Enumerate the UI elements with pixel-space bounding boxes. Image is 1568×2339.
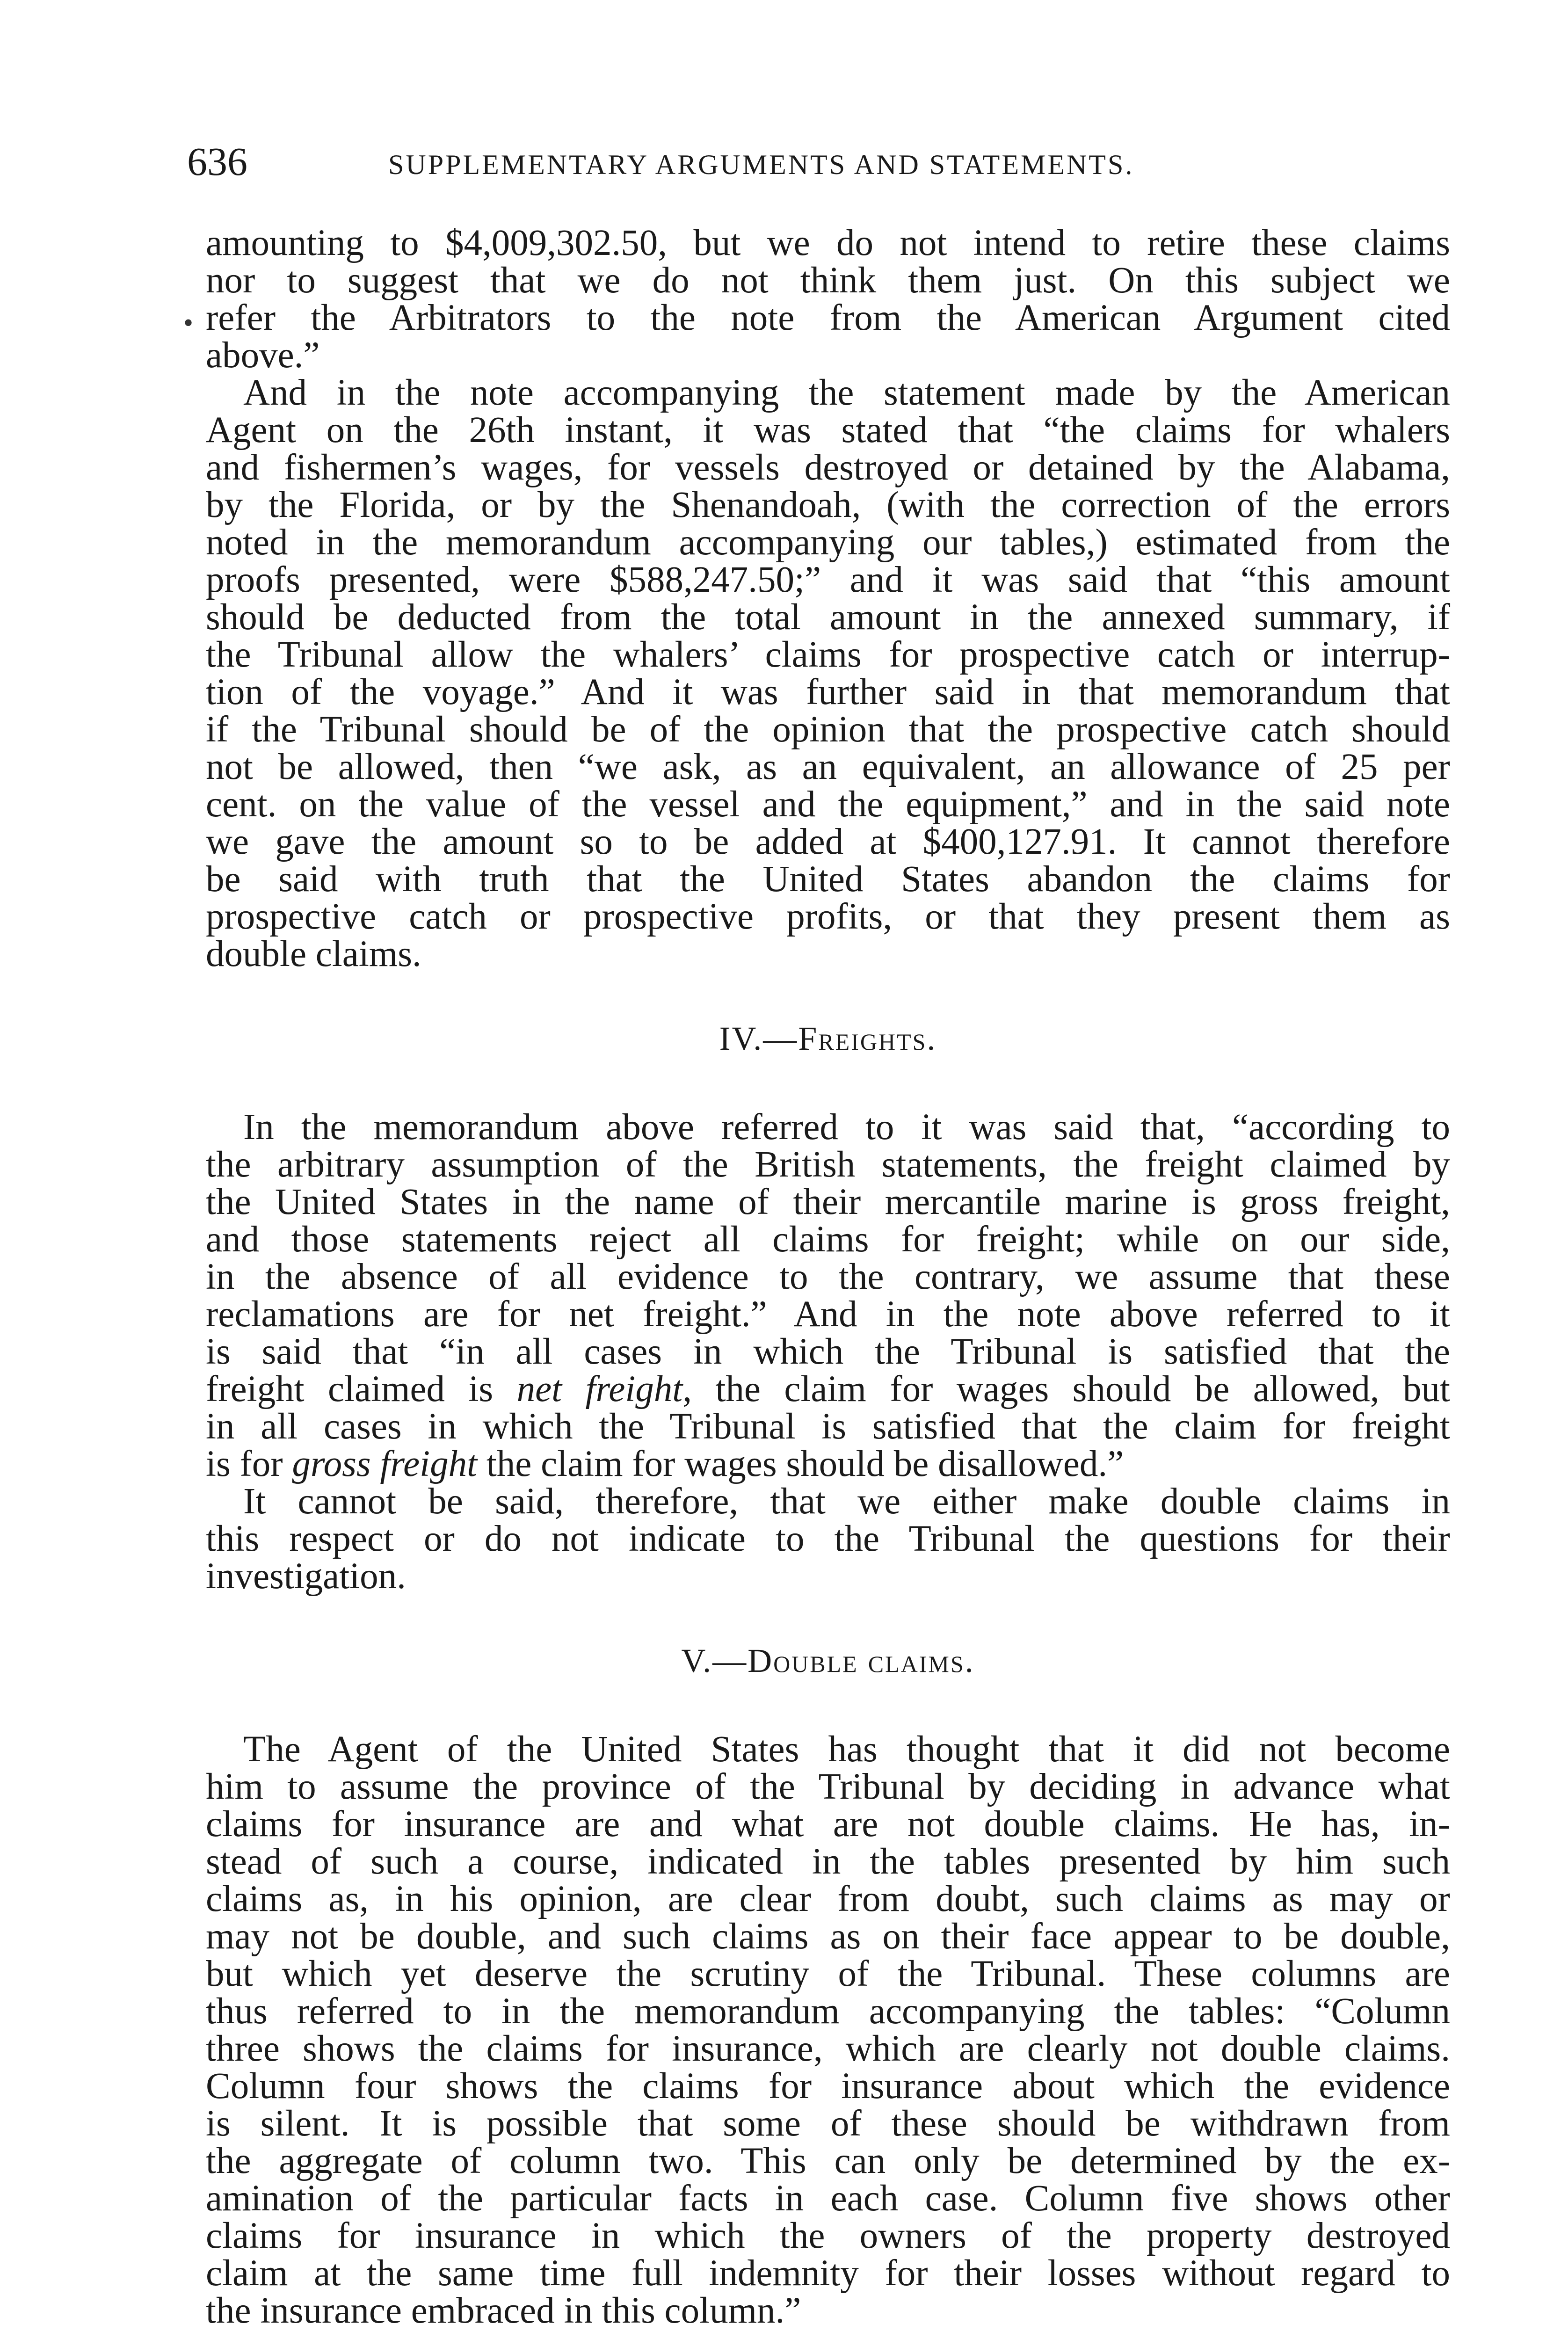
section-heading-freights — [206, 1020, 1450, 1057]
page-number: 636 — [187, 139, 247, 184]
paragraph — [206, 1109, 1450, 1483]
text-line: It cannot be said, therefore, that we either make double claims in — [243, 1481, 1450, 1522]
text-line: the Tribunal allow the whalers’ claims for prospective catch or interrup- — [206, 634, 1450, 675]
text-line: thus referred to in the memorandum accompanying the tables: “Column — [206, 1991, 1450, 2032]
text-line: by the Florida, or by the Shenandoah, (with the correction of the errors — [206, 485, 1450, 525]
text-line: the aggregate of column two. This can only be determined by the ex- — [206, 2141, 1450, 2181]
text-line: not be allowed, then “we ask, as an equivalent, an allowance of 25 per — [206, 747, 1450, 787]
text-line: Agent on the 26th instant, it was stated that “the claims for whalers — [206, 410, 1450, 450]
text-line: the arbitrary assumption of the British statements, the freight claimed by — [206, 1144, 1450, 1185]
text-line: The Agent of the United States has thought that it did not become — [243, 1729, 1450, 1770]
text-line: is silent. It is possible that some of these should be withdrawn from — [206, 2103, 1450, 2144]
text-line: claims as, in his opinion, are clear from doubt, such claims as may or — [206, 1879, 1450, 1919]
text-line: claim at the same time full indemnity for their losses without regard to — [206, 2253, 1450, 2294]
text-line: the insurance embraced in this column.” — [206, 2290, 801, 2331]
text-line: And in the note accompanying the statement made by the American — [243, 372, 1450, 413]
text-line: tion of the voyage.” And it was further said in that memorandum that — [206, 672, 1450, 712]
text-line: amination of the particular facts in each case. Column five shows other — [206, 2178, 1450, 2219]
text-line: stead of such a course, indicated in the tables presented by him such — [206, 1841, 1450, 1882]
text-line: in the absence of all evidence to the contrary, we assume that these — [206, 1257, 1450, 1297]
italic-term: net freight — [516, 1369, 683, 1409]
text-line: prospective catch or prospective profits, or that they present them as — [206, 896, 1450, 937]
text-line: this respect or do not indicate to the Tribunal the questions for their — [206, 1518, 1450, 1559]
text-line: be said with truth that the United States abandon the claims for — [206, 859, 1450, 900]
paragraph — [206, 1483, 1450, 1595]
text-line: claims for insurance are and what are not double claims. He has, in- — [206, 1804, 1450, 1845]
section-heading-double-claims — [206, 1642, 1450, 1679]
text-line: if the Tribunal should be of the opinion that the prospective catch should — [206, 709, 1450, 750]
section-title: Double claims. — [748, 1642, 975, 1679]
text-line: above.” — [206, 335, 320, 376]
text-line: is said that “in all cases in which the Tribunal is satisfied that the — [206, 1331, 1450, 1372]
text-line: but which yet deserve the scrutiny of the Tribunal. These columns are — [206, 1954, 1450, 1994]
paragraph-continuation — [206, 225, 1450, 374]
text-line: nor to suggest that we do not think them just. On this subject we — [206, 260, 1450, 301]
text-line: refer the Arbitrators to the note from the American Argument cited — [206, 298, 1450, 338]
italic-term: gross freight — [292, 1444, 478, 1484]
paragraph — [206, 1731, 1450, 2330]
text-line: in all cases in which the Tribunal is satisfied that the claim for freight — [206, 1406, 1450, 1447]
text-line: we gave the amount so to be added at $400,127.91. It cannot therefore — [206, 821, 1450, 862]
text-line: and those statements reject all claims for freight; while on our side, — [206, 1219, 1450, 1260]
text-line: amounting to $4,009,302.50, but we do not intend to retire these claims — [206, 223, 1450, 263]
text-line: cent. on the value of the vessel and the equipment,” and in the said note — [206, 784, 1450, 825]
section-number: V.— — [681, 1642, 748, 1679]
text-line: investigation. — [206, 1556, 406, 1597]
text-line: claims for insurance in which the owners of the property destroyed — [206, 2216, 1450, 2256]
text-line: In the memorandum above referred to it was said that, “according to — [243, 1107, 1450, 1148]
text-line: reclamations are for net freight.” And in the note above referred to it — [206, 1294, 1450, 1335]
text-run: the claim for wages should be disallowed.” — [477, 1444, 1124, 1484]
text-run: , the claim for wages should be allowed, but — [682, 1369, 1450, 1409]
section-title: Freights. — [798, 1020, 937, 1057]
text-line: double claims. — [206, 934, 421, 974]
text-line: should be deducted from the total amount in the annexed summary, if — [206, 597, 1450, 638]
running-head — [187, 136, 1310, 187]
paragraph — [206, 374, 1450, 973]
section-number: IV.— — [719, 1020, 799, 1057]
text-line — [206, 1371, 1450, 1408]
text-line: proofs presented, were $588,247.50;” and it was said that “this amount — [206, 559, 1450, 600]
text-run: is for — [206, 1444, 292, 1484]
text-line: Column four shows the claims for insurance about which the evidence — [206, 2066, 1450, 2107]
text-line: him to assume the province of the Tribunal by deciding in advance what — [206, 1766, 1450, 1807]
text-line: may not be double, and such claims as on their face appear to be double, — [206, 1916, 1450, 1957]
text-run: freight claimed is — [206, 1369, 517, 1409]
margin-mark: • — [183, 307, 194, 338]
text-line — [206, 1446, 1450, 1483]
body-text — [206, 225, 1450, 2330]
running-title: SUPPLEMENTARY ARGUMENTS AND STATEMENTS. — [388, 149, 1134, 180]
text-line: three shows the claims for insurance, which are clearly not double claims. — [206, 2028, 1450, 2069]
text-line: and fishermen’s wages, for vessels destroyed or detained by the Alabama, — [206, 447, 1450, 488]
text-line: the United States in the name of their mercantile marine is gross freight, — [206, 1182, 1450, 1222]
text-line: noted in the memorandum accompanying our tables,) estimated from the — [206, 522, 1450, 563]
